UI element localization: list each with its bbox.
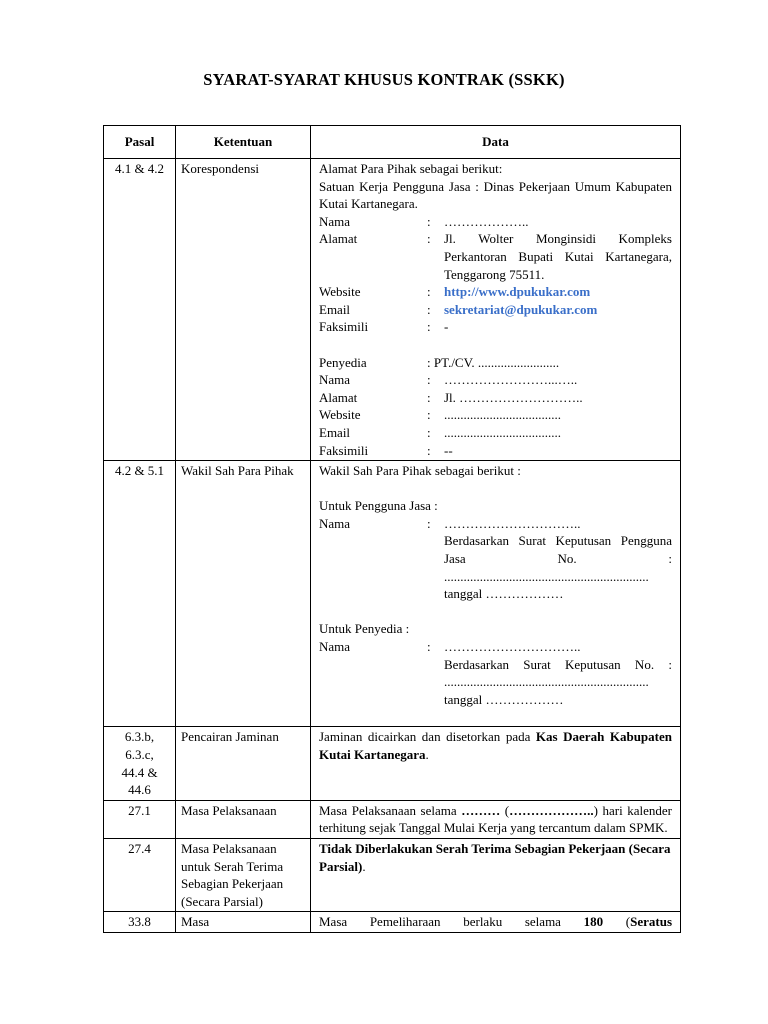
table-row [104,727,681,800]
pasal-cell: 27.1 [104,800,176,838]
pasal-cell: 4.1 & 4.2 [104,159,176,461]
table-row [104,461,681,727]
sskk-table [103,125,681,933]
intro-text: Wakil Sah Para Pihak sebagai berikut : [319,463,521,479]
data-cell: Masa Pelaksanaan selama ……… (………………..) hari kalender terhitung sejak Tanggal Mulai Kerja yang tercantum dalam SPMK. [311,800,681,838]
kv-nama-penyedia: Nama : ………………………….. [319,639,581,655]
sk-pengguna: Berdasarkan Surat Keputusan Pengguna Jasa No. : ............................................................... [444,533,672,584]
tanggal-penyedia: tanggal ……………… [444,691,564,707]
pasal-cell: 6.3.b, 6.3.c, 44.4 & 44.6 [104,727,176,800]
satker-text: Satuan Kerja Pengguna Jasa : Dinas Pekerjaan Umum Kabupaten Kutai Kartanegara. [319,178,672,212]
header-ketentuan: Ketentuan [176,126,311,159]
kv-nama: Nama : ……………….. [319,213,529,229]
kv-website: Website : http://www.dpukukar.com [319,284,591,300]
data-cell [311,461,681,727]
ketentuan-cell: Masa Pelaksanaan untuk Serah Terima Sebagian Pekerjaan (Secara Parsial) [176,838,311,911]
tanggal-pengguna: tanggal ……………… [444,586,564,602]
kv-faksimili: Faksimili : - [319,319,449,335]
data-cell [311,159,681,461]
kv-penyedia: Penyedia : PT./CV. ......................... [319,354,560,370]
page-title: SYARAT-SYARAT KHUSUS KONTRAK (SSKK) [203,70,565,89]
ketentuan-cell: Masa Pelaksanaan [176,800,311,838]
data-cell: Tidak Diberlakukan Serah Terima Sebagian Pekerjaan (Secara Parsial). [311,838,681,911]
pasal-cell: 27.4 [104,838,176,911]
kv-email-penyedia: Email : .................................... [319,424,561,440]
ketentuan-cell: Wakil Sah Para Pihak [176,461,311,727]
kv-nama-pengguna: Nama : ………………………….. [319,515,581,531]
kv-alamat: Alamat : Jl. Wolter Monginsidi Kompleks Perkantoran Bupati Kutai Kartanegara, Tenggarong 75511. [319,231,672,282]
email-link[interactable]: sekretariat@dpukukar.com [444,301,598,317]
pasal-cell: 33.8 [104,912,176,933]
kv-email: Email : sekretariat@dpukukar.com [319,301,598,317]
kv-faksimili-penyedia: Faksimili : -- [319,442,453,458]
kv-website-penyedia: Website : .................................... [319,407,561,423]
data-cell: Masa Pemeliharaan berlaku selama 180 (Seratus [311,912,681,933]
sk-penyedia: Berdasarkan Surat Keputusan No. : ............................................................... [444,656,672,690]
pengguna-label: Untuk Pengguna Jasa : [319,498,438,514]
ketentuan-cell: Korespondensi [176,159,311,461]
ketentuan-cell: Masa [176,912,311,933]
header-data: Data [311,126,681,159]
intro-text: Alamat Para Pihak sebagai berikut: [319,161,503,176]
pasal-cell: 4.2 & 5.1 [104,461,176,727]
data-cell: Jaminan dicairkan dan disetorkan pada Kas Daerah Kabupaten Kutai Kartanegara. [311,727,681,800]
table-row [104,912,681,933]
kv-nama-penyedia: Nama : ……………………...….. [319,372,578,388]
kv-alamat-penyedia: Alamat : Jl. ……………………….. [319,389,583,405]
table-row [104,838,681,911]
header-pasal: Pasal [104,126,176,159]
ketentuan-cell: Pencairan Jaminan [176,727,311,800]
table-row [104,800,681,838]
table-row [104,159,681,461]
penyedia-label: Untuk Penyedia : [319,621,410,637]
website-link[interactable]: http://www.dpukukar.com [444,284,591,300]
table-header-row [104,126,681,159]
